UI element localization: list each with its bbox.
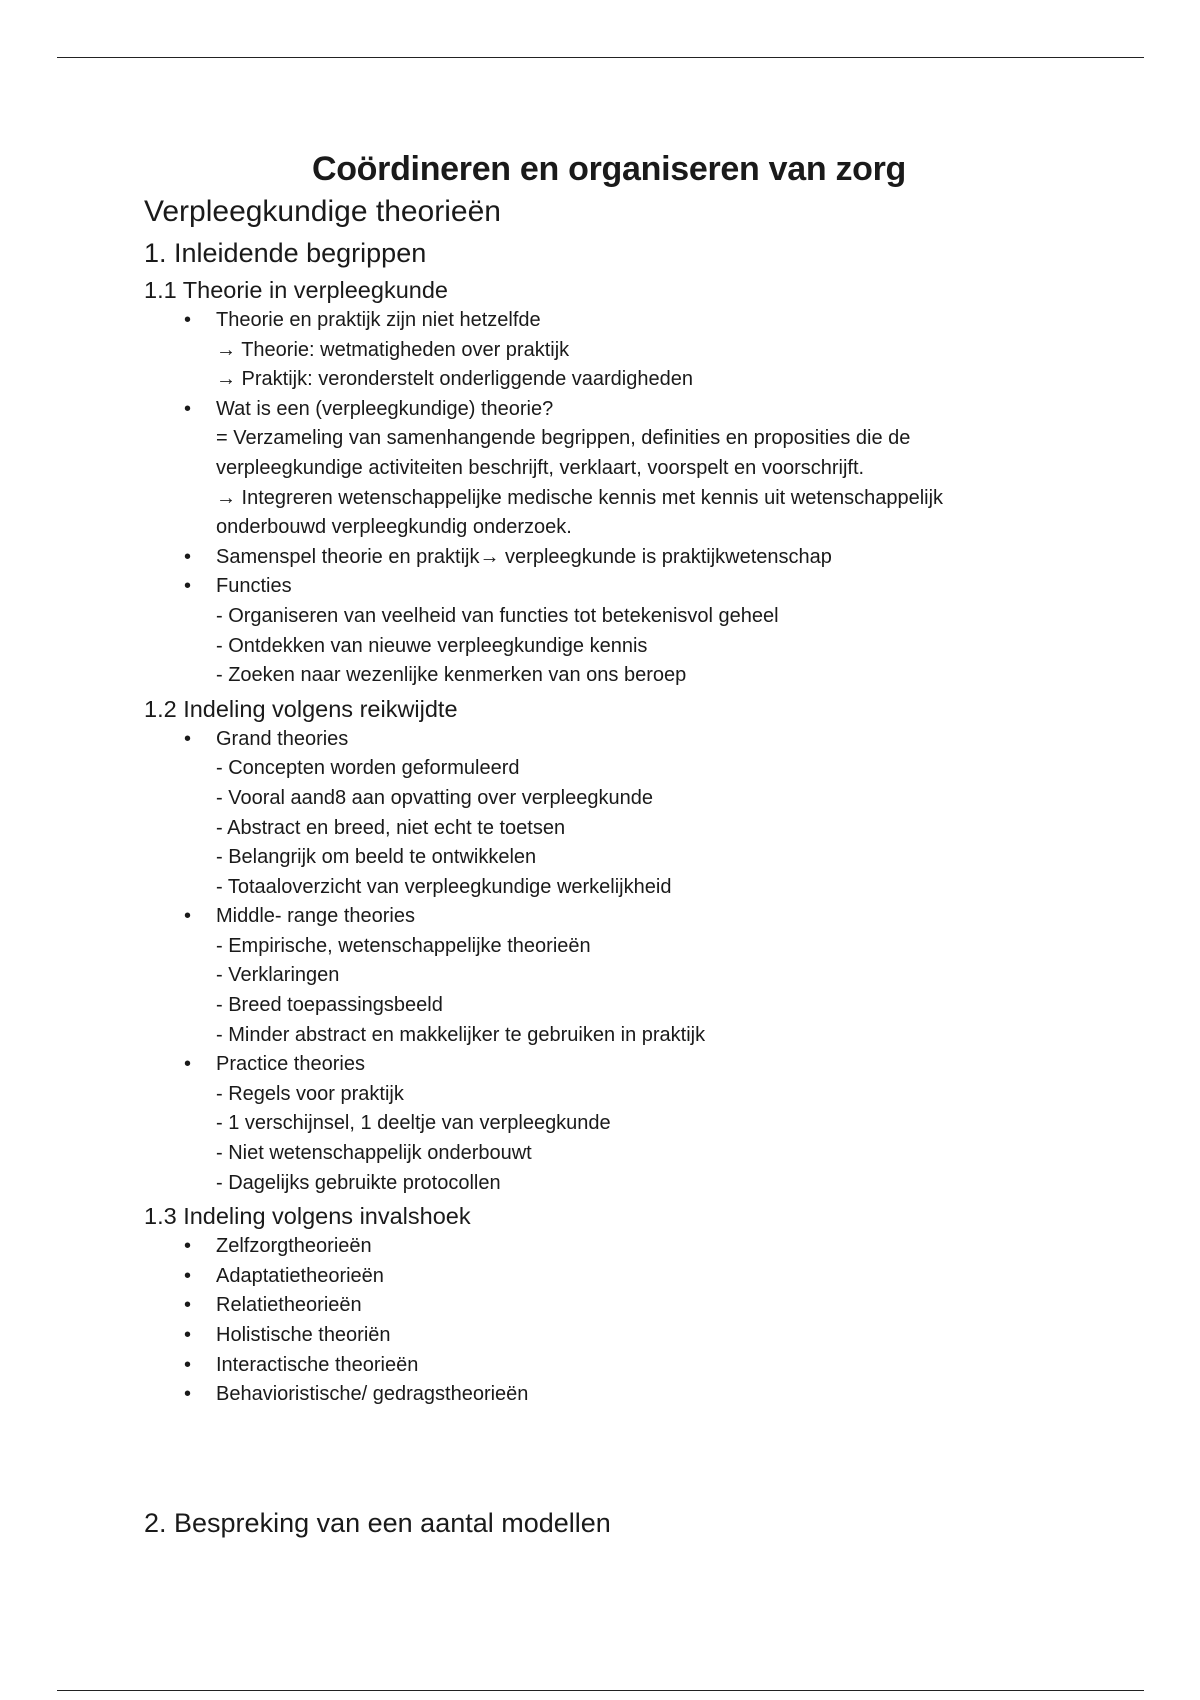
list-item-subline: - Regels voor praktijk [216, 1082, 404, 1105]
list-1-3 [144, 1232, 1074, 1410]
list-item-subline: verpleegkundige activiteiten beschrijft, verklaart, voorspelt en voorschrijft. [216, 456, 865, 479]
list-item-subline: onderbouwd verpleegkundig onderzoek. [216, 516, 572, 539]
list-item-subline: - Organiseren van veelheid van functies tot betekenisvol geheel [216, 604, 779, 627]
list-item-subline: - Verklaringen [216, 964, 340, 987]
bullet-icon: • [184, 1383, 192, 1406]
section-1-1-heading: 1.1 Theorie in verpleegkunde [144, 277, 448, 303]
list-item-text: Wat is een (verpleegkundige) theorie? [216, 397, 554, 420]
section-1-3-heading: 1.3 Indeling volgens invalshoek [144, 1203, 471, 1230]
list-item [144, 1291, 1074, 1321]
bullet-icon: • [184, 1294, 192, 1317]
spacer [144, 1410, 1074, 1502]
list-item-text: Functies [216, 575, 292, 598]
bullet-icon: • [184, 1353, 192, 1376]
header-rule [57, 57, 1144, 58]
list-item [144, 1232, 1074, 1262]
bullet-icon: • [184, 545, 192, 568]
bullet-icon: • [184, 397, 192, 420]
section-2-heading: 2. Bespreking van een aantal modellen [144, 1507, 611, 1538]
list-item-subline: - Totaaloverzicht van verpleegkundige werkelijkheid [216, 875, 672, 898]
document-subtitle: Verpleegkundige theorieën [144, 195, 501, 228]
list-item-subline: - Niet wetenschappelijk onderbouwt [216, 1142, 532, 1165]
list-item-subline: - Dagelijks gebruikte protocollen [216, 1171, 501, 1194]
list-item-subline: - Concepten worden geformuleerd [216, 757, 520, 780]
list-item-subline: - Breed toepassingsbeeld [216, 994, 443, 1017]
list-item-subline: - Empirische, wetenschappelijke theorieën [216, 934, 591, 957]
list-item-subline: - 1 verschijnsel, 1 deeltje van verpleegkunde [216, 1112, 611, 1135]
list-item [144, 1380, 1074, 1410]
list-item-subline: - Ontdekken van nieuwe verpleegkundige kennis [216, 634, 648, 657]
bullet-icon: • [184, 1264, 192, 1287]
list-item [144, 902, 1074, 1050]
list-item-text: Adaptatietheorieën [216, 1264, 384, 1287]
bullet-icon: • [184, 309, 192, 331]
list-item [144, 1321, 1074, 1351]
list-item-text: Theorie en praktijk zijn niet hetzelfde [216, 309, 541, 331]
list-item-text: Relatietheorieën [216, 1294, 362, 1317]
list-item-subline: - Minder abstract en makkelijker te gebruiken in praktijk [216, 1023, 706, 1046]
list-item-subline: - Vooral aand8 aan opvatting over verpleegkunde [216, 786, 653, 809]
list-item-text: Behavioristische/ gedragstheorieën [216, 1383, 529, 1406]
document-body [144, 148, 1074, 1542]
list-item-subline: → Integreren wetenschappelijke medische kennis met kennis uit wetenschappelijk [216, 486, 944, 509]
list-item [144, 1050, 1074, 1198]
section-1-heading: 1. Inleidende begrippen [144, 238, 427, 268]
list-item-subline: = Verzameling van samenhangende begrippen, definities en proposities die de [216, 427, 911, 450]
list-item-subline: - Abstract en breed, niet echt te toetsen [216, 816, 566, 839]
list-1-2 [144, 725, 1074, 1199]
list-item-subline: → Theorie: wetmatigheden over praktijk [216, 338, 570, 361]
list-item [144, 1351, 1074, 1381]
list-item [144, 725, 1074, 903]
list-item-text: Holistische theoriën [216, 1324, 391, 1346]
list-item-text: Interactische theorieën [216, 1353, 419, 1376]
list-item [144, 1262, 1074, 1292]
list-item-text: Grand theories [216, 727, 349, 750]
bullet-icon: • [184, 575, 192, 598]
bullet-icon: • [184, 905, 192, 928]
list-item-text: Middle- range theories [216, 905, 415, 928]
bullet-icon: • [184, 1235, 192, 1258]
bullet-icon: • [184, 1324, 192, 1346]
section-1-2-heading: 1.2 Indeling volgens reikwijdte [144, 695, 458, 722]
document-title: Coördineren en organiseren van zorg [311, 150, 907, 188]
list-item [144, 543, 1074, 573]
list-item-text: Samenspel theorie en praktijk→ verpleegkunde is praktijkwetenschap [216, 545, 832, 568]
list-item-text: Practice theories [216, 1053, 365, 1076]
list-item-subline: - Belangrijk om beeld te ontwikkelen [216, 846, 537, 869]
list-item-subline: - Zoeken naar wezenlijke kenmerken van ons beroep [216, 664, 687, 687]
list-item-text: Zelfzorgtheorieën [216, 1235, 372, 1258]
bullet-icon: • [184, 1053, 192, 1076]
list-item-subline: → Praktijk: veronderstelt onderliggende vaardigheden [216, 368, 693, 391]
list-1-1 [144, 306, 1074, 691]
footer-rule [57, 1690, 1144, 1691]
list-item [144, 306, 1074, 395]
bullet-icon: • [184, 727, 192, 750]
list-item [144, 572, 1074, 690]
list-item [144, 395, 1074, 543]
